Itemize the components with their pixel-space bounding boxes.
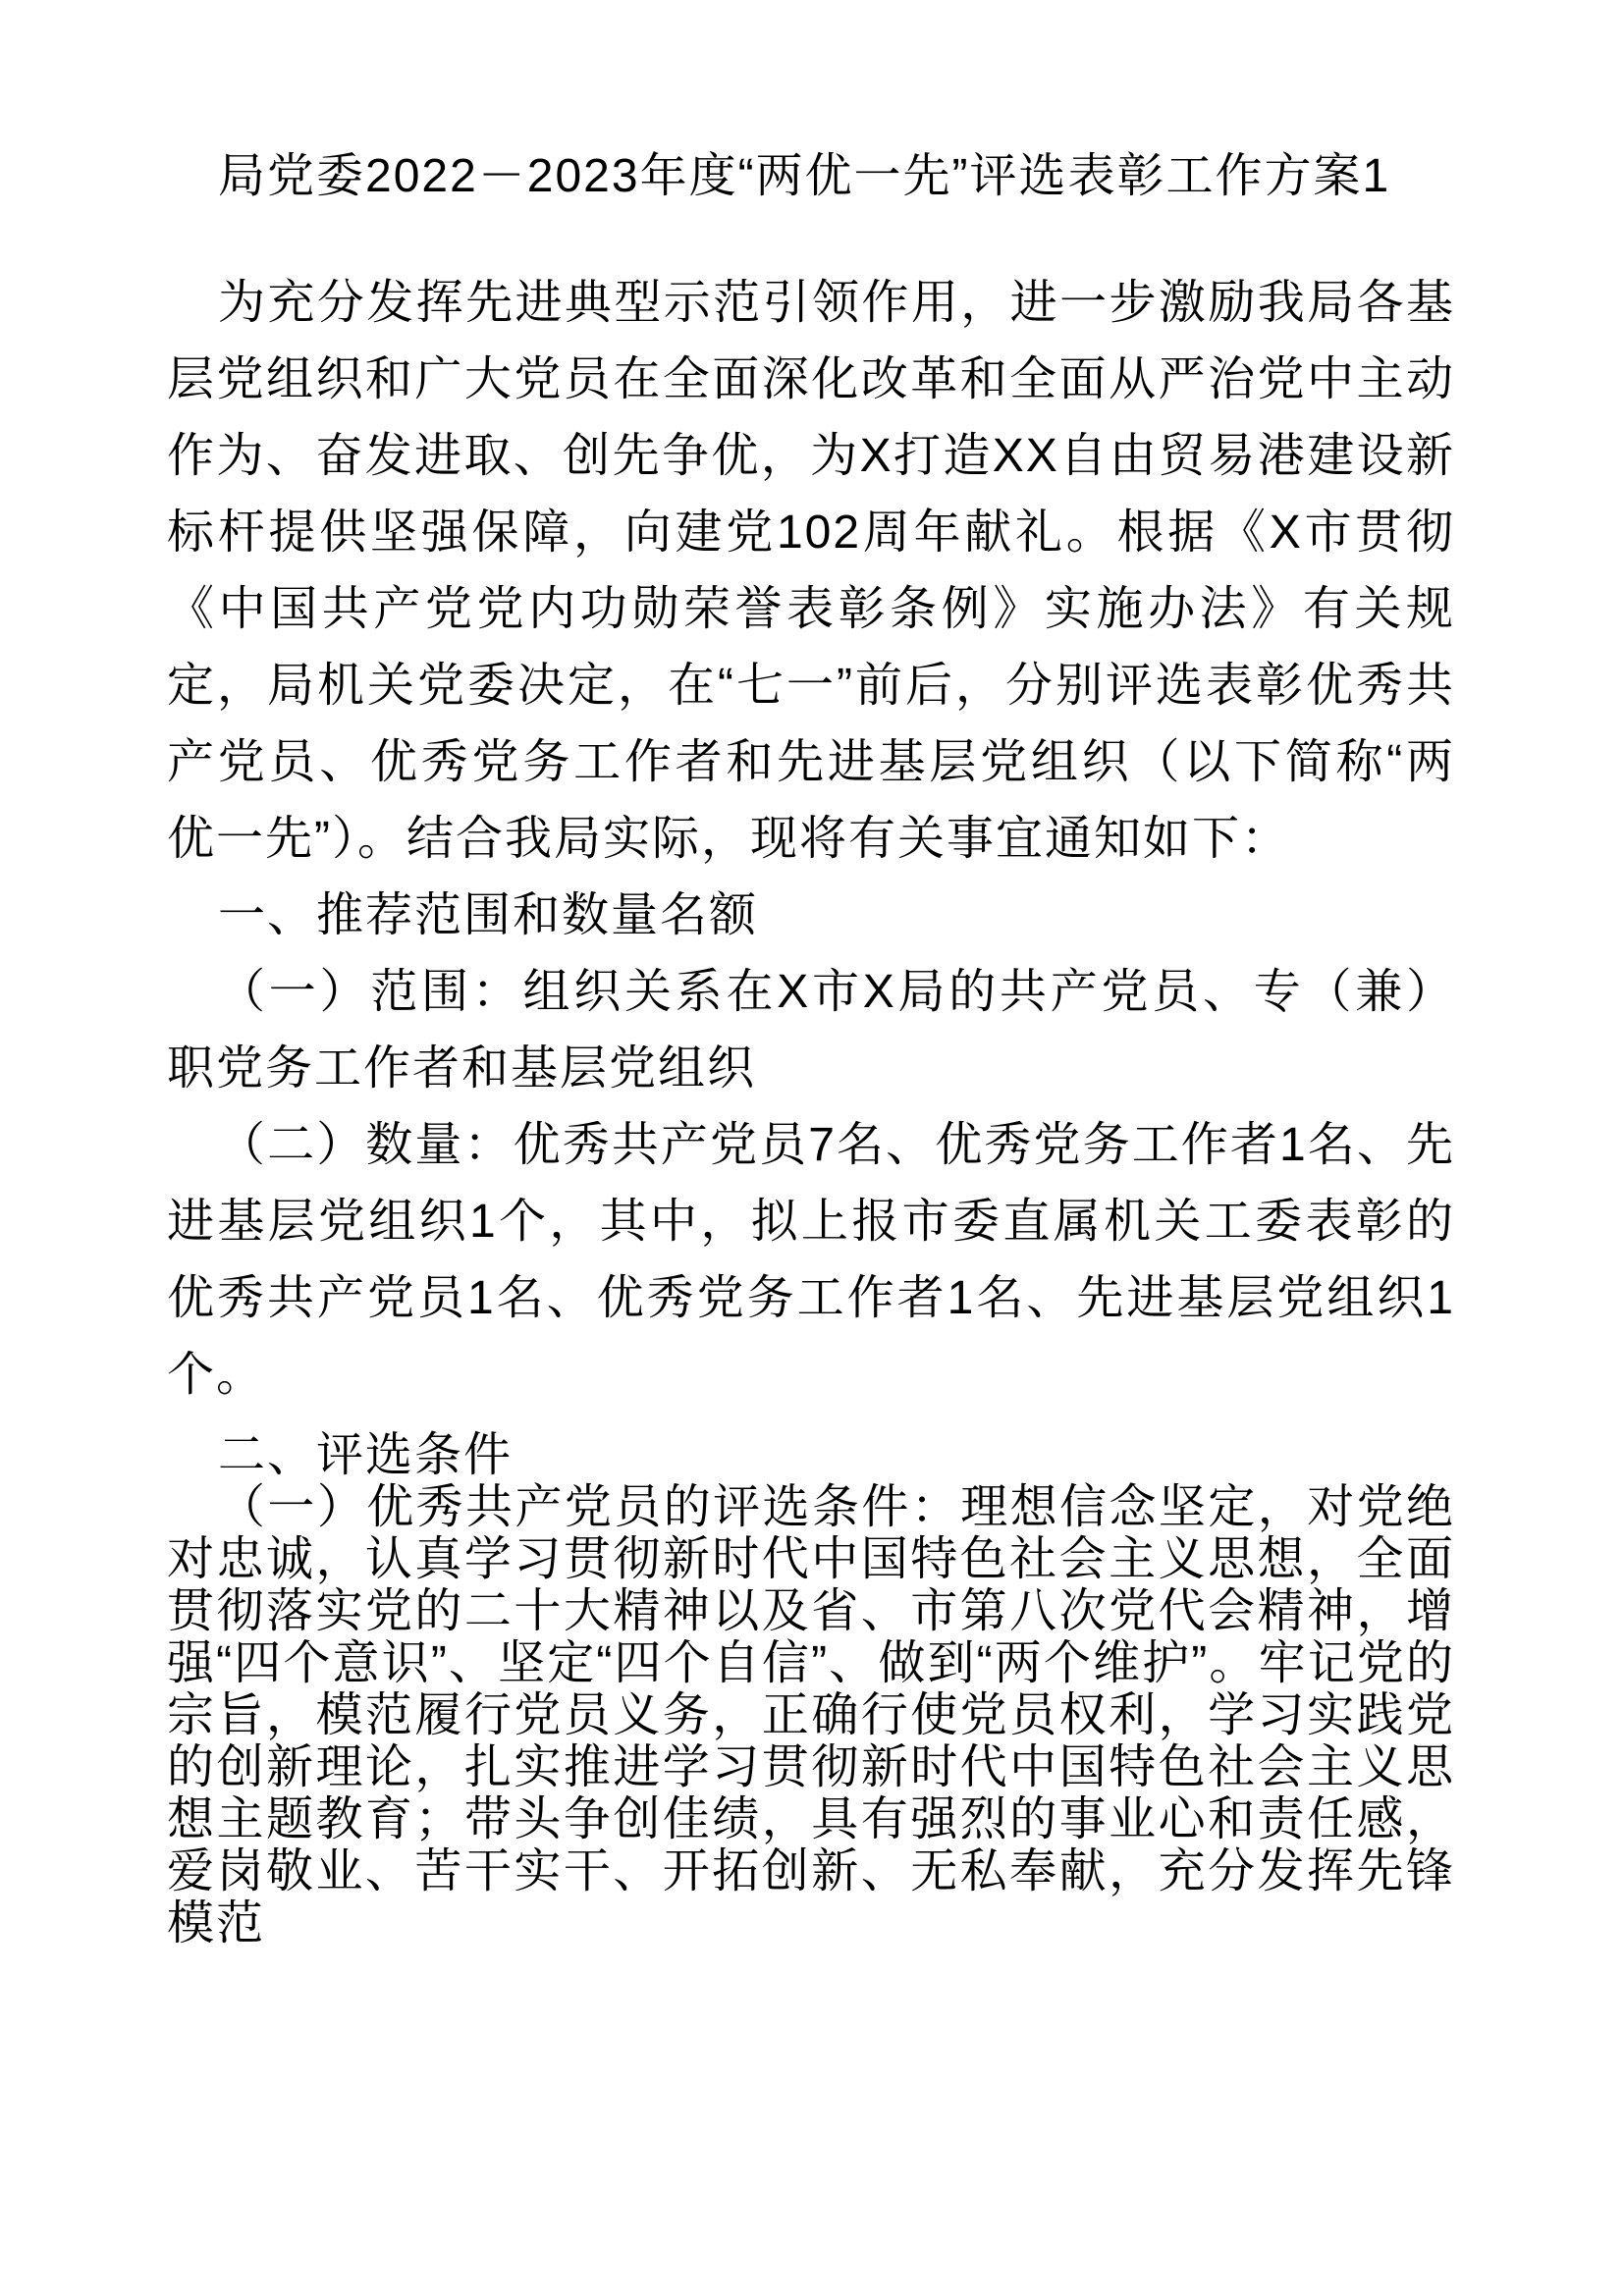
section-1-quota-paragraph: （二）数量：优秀共产党员7名、优秀党务工作者1名、先进基层党组织1个，其中，拟上报市委直属机关工委表彰的优秀共产党员1名、优秀党务工作者1名、先进基层党组织1个。 [167, 1119, 1455, 1401]
section-1-scope-paragraph: （一）范围：组织关系在X市X局的共产党员、专（兼）职党务工作者和基层党组织 [167, 966, 1455, 1095]
document-title: 局党委2022－2023年度“两优一先”评选表彰工作方案1 [218, 150, 1391, 202]
section-2-heading: 二、评选条件 [218, 1429, 514, 1481]
section-2-criteria-paragraph: （一）优秀共产党员的评选条件：理想信念坚定，对党绝对忠诚，认真学习贯彻新时代中国特色社会主义思想，全面贯彻落实党的二十大精神以及省、市第八次党代会精神，增强“四个意识”、坚定“四个自信”、做到“两个维护”。牢记党的宗旨，模范履行党员义务，正确行使党员权利，学习实践党的创新理论，扎实推进学习贯彻新时代中国特色社会主义思想主题教育；带头争创佳绩，具有强烈的事业心和责任感，爱岗敬业、苦干实干、开拓创新、无私奉献，充分发挥先锋模范 [167, 1481, 1455, 1949]
section-1-heading: 一、推荐范围和数量名额 [218, 889, 759, 941]
intro-paragraph: 为充分发挥先进典型示范引领作用，进一步激励我局各基层党组织和广大党员在全面深化改革和全面从严治党中主动作为、奋发进取、创先争优，为X打造XX自由贸易港建设新标杆提供坚强保障，向建党102周年献礼。根据《X市贯彻《中国共产党党内功勋荣誉表彰条例》实施办法》有关规定，局机关党委决定，在“七一”前后，分别评选表彰优秀共产党员、优秀党务工作者和先进基层党组织（以下简称“两优一先”）。结合我局实际，现将有关事宜通知如下： [167, 277, 1455, 865]
